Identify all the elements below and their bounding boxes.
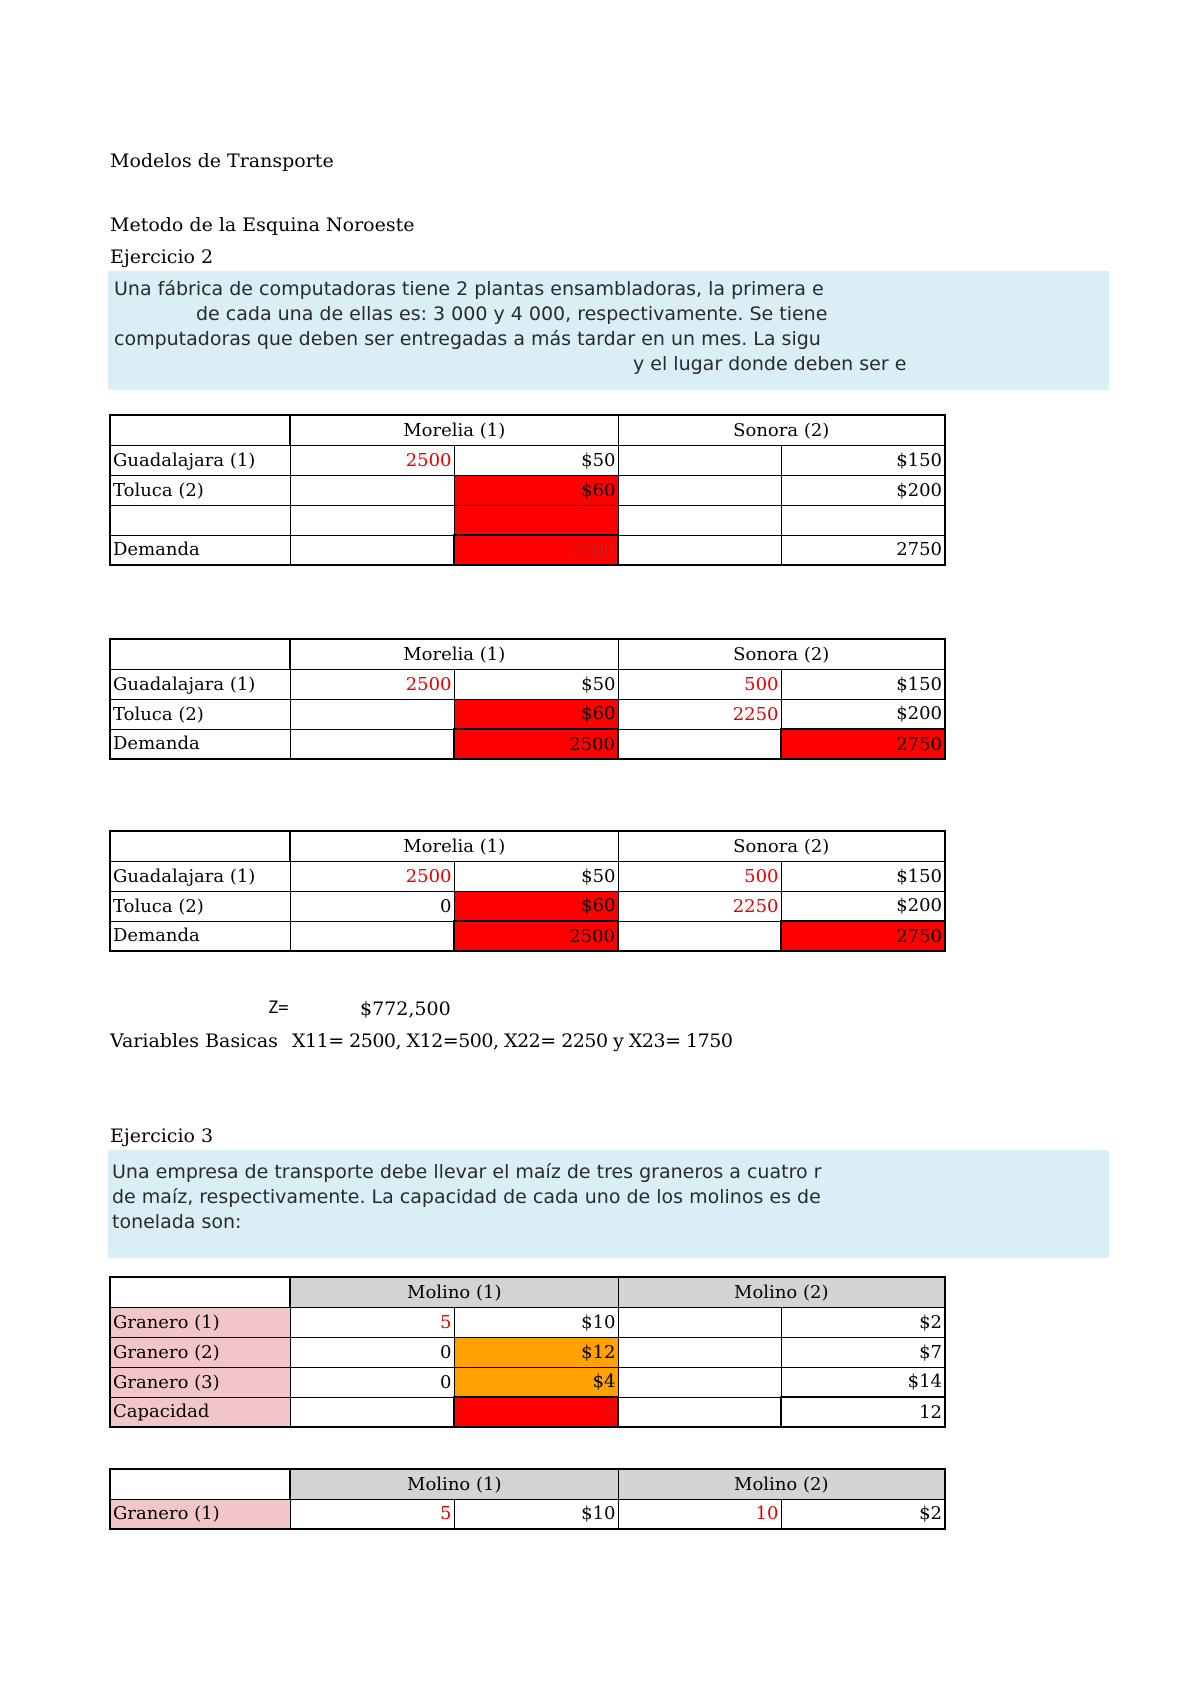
ex3-table-1 bbox=[109, 1276, 946, 1428]
desc-line: Una fábrica de computadoras tiene 2 plantas ensambladoras, la primera e bbox=[114, 278, 824, 300]
exercise-2-description bbox=[108, 271, 1109, 390]
allocation-cell bbox=[618, 475, 781, 505]
z-value: $772,500 bbox=[360, 998, 451, 1020]
allocation-cell: 2500 bbox=[290, 861, 454, 891]
allocation-cell bbox=[618, 729, 781, 759]
exercise-2-title: Ejercicio 2 bbox=[110, 246, 214, 268]
corner-cell bbox=[110, 831, 290, 861]
cost-cell: $200 bbox=[781, 891, 945, 921]
col-header-molino-2: Molino (2) bbox=[618, 1469, 945, 1499]
table-header-row bbox=[110, 415, 945, 445]
cost-cell: $7 bbox=[781, 1337, 945, 1367]
row-label: Guadalajara (1) bbox=[110, 445, 290, 475]
table-header-row bbox=[110, 639, 945, 669]
table-row bbox=[110, 891, 945, 921]
cost-cell: $60 bbox=[454, 891, 618, 921]
cost-cell: $50 bbox=[454, 861, 618, 891]
col-header-sonora: Sonora (2) bbox=[618, 415, 945, 445]
allocation-cell: 0 bbox=[290, 1337, 454, 1367]
cost-cell: $200 bbox=[781, 699, 945, 729]
exercise-3-description bbox=[108, 1150, 1109, 1258]
row-label: Toluca (2) bbox=[110, 475, 290, 505]
table-row bbox=[110, 699, 945, 729]
desc-line: tonelada son: bbox=[112, 1211, 242, 1233]
row-label: Demanda bbox=[110, 729, 290, 759]
cost-cell: $60 bbox=[454, 475, 618, 505]
capacity-cell: 12 bbox=[781, 1397, 945, 1427]
allocation-cell bbox=[618, 505, 781, 535]
row-label: Granero (1) bbox=[110, 1499, 290, 1529]
allocation-cell bbox=[290, 729, 454, 759]
cost-cell: $200 bbox=[781, 475, 945, 505]
row-label: Guadalajara (1) bbox=[110, 669, 290, 699]
demand-cell: 2750 bbox=[781, 921, 945, 951]
demand-cell: 2750 bbox=[781, 729, 945, 759]
table-row bbox=[110, 1397, 945, 1427]
table-row bbox=[110, 1337, 945, 1367]
desc-line: y el lugar donde deben ser e bbox=[633, 353, 907, 375]
allocation-cell: 2250 bbox=[618, 891, 781, 921]
table-row bbox=[110, 1499, 945, 1529]
col-header-molino-1: Molino (1) bbox=[290, 1277, 618, 1307]
allocation-cell: 10 bbox=[618, 1499, 781, 1529]
basic-variables-label: Variables Basicas bbox=[110, 1030, 278, 1052]
corner-cell bbox=[110, 415, 290, 445]
row-label: Toluca (2) bbox=[110, 891, 290, 921]
ex2-table-3 bbox=[109, 830, 946, 952]
allocation-cell bbox=[290, 475, 454, 505]
demand-cell: 2500 bbox=[454, 921, 618, 951]
ex3-table-2 bbox=[109, 1468, 946, 1530]
allocation-cell: 2500 bbox=[290, 445, 454, 475]
ex2-table-1 bbox=[109, 414, 946, 566]
exercise-3-title: Ejercicio 3 bbox=[110, 1125, 214, 1147]
table-header-row bbox=[110, 1469, 945, 1499]
col-header-sonora: Sonora (2) bbox=[618, 831, 945, 861]
allocation-cell bbox=[618, 445, 781, 475]
cost-cell: $10 bbox=[454, 1499, 618, 1529]
row-label: Granero (1) bbox=[110, 1307, 290, 1337]
allocation-cell: 500 bbox=[618, 669, 781, 699]
table-row bbox=[110, 1367, 945, 1397]
row-label: Demanda bbox=[110, 535, 290, 565]
basic-variables-value: X11= 2500, X12=500, X22= 2250 y X23= 1750 bbox=[292, 1030, 733, 1052]
cost-cell bbox=[781, 505, 945, 535]
cost-cell: $12 bbox=[454, 1337, 618, 1367]
col-header-molino-1: Molino (1) bbox=[290, 1469, 618, 1499]
row-label: Granero (3) bbox=[110, 1367, 290, 1397]
row-label bbox=[110, 505, 290, 535]
demand-cell: 2750 bbox=[781, 535, 945, 565]
table-row bbox=[110, 475, 945, 505]
allocation-cell bbox=[290, 505, 454, 535]
allocation-cell: 0 bbox=[290, 1367, 454, 1397]
cost-cell: $150 bbox=[781, 669, 945, 699]
cost-cell: $4 bbox=[454, 1367, 618, 1397]
row-label: Granero (2) bbox=[110, 1337, 290, 1367]
table-row bbox=[110, 445, 945, 475]
allocation-cell: 0 bbox=[290, 891, 454, 921]
allocation-cell bbox=[618, 1307, 781, 1337]
allocation-cell bbox=[618, 1397, 781, 1427]
allocation-cell bbox=[290, 921, 454, 951]
col-header-molino-2: Molino (2) bbox=[618, 1277, 945, 1307]
col-header-morelia: Morelia (1) bbox=[290, 415, 618, 445]
allocation-cell bbox=[290, 1397, 454, 1427]
cost-cell: $50 bbox=[454, 445, 618, 475]
col-header-sonora: Sonora (2) bbox=[618, 639, 945, 669]
cost-cell: $150 bbox=[781, 445, 945, 475]
allocation-cell bbox=[290, 699, 454, 729]
row-label: Capacidad bbox=[110, 1397, 290, 1427]
method-title: Metodo de la Esquina Noroeste bbox=[110, 214, 415, 236]
row-label: Toluca (2) bbox=[110, 699, 290, 729]
row-label: Demanda bbox=[110, 921, 290, 951]
allocation-cell bbox=[618, 921, 781, 951]
desc-line: de maíz, respectivamente. La capacidad de cada uno de los molinos es de bbox=[112, 1186, 821, 1208]
table-row bbox=[110, 669, 945, 699]
allocation-cell: 2250 bbox=[618, 699, 781, 729]
allocation-cell bbox=[290, 535, 454, 565]
cost-cell: $2 bbox=[781, 1499, 945, 1529]
col-header-morelia: Morelia (1) bbox=[290, 639, 618, 669]
cost-cell: $2 bbox=[781, 1307, 945, 1337]
col-header-morelia: Morelia (1) bbox=[290, 831, 618, 861]
allocation-cell: 500 bbox=[618, 861, 781, 891]
table-header-row bbox=[110, 1277, 945, 1307]
table-row bbox=[110, 505, 945, 535]
desc-line: Una empresa de transporte debe llevar el maíz de tres graneros a cuatro r bbox=[112, 1161, 822, 1183]
cost-cell bbox=[454, 505, 618, 535]
demand-cell: 2500 bbox=[454, 729, 618, 759]
row-label: Guadalajara (1) bbox=[110, 861, 290, 891]
desc-line: de cada una de ellas es: 3 000 y 4 000, respectivamente. Se tiene bbox=[196, 303, 828, 325]
capacity-cell: 5 bbox=[454, 1397, 618, 1427]
page-title: Modelos de Transporte bbox=[110, 150, 334, 172]
allocation-cell: 2500 bbox=[290, 669, 454, 699]
table-row bbox=[110, 535, 945, 565]
allocation-cell bbox=[618, 535, 781, 565]
table-row bbox=[110, 861, 945, 891]
allocation-cell: 5 bbox=[290, 1307, 454, 1337]
cost-cell: $14 bbox=[781, 1367, 945, 1397]
ex2-table-2 bbox=[109, 638, 946, 760]
allocation-cell bbox=[618, 1367, 781, 1397]
table-row bbox=[110, 1307, 945, 1337]
desc-line: computadoras que deben ser entregadas a más tardar en un mes. La sigu bbox=[114, 328, 821, 350]
cost-cell: $150 bbox=[781, 861, 945, 891]
allocation-cell bbox=[618, 1337, 781, 1367]
table-row bbox=[110, 729, 945, 759]
corner-cell bbox=[110, 1277, 290, 1307]
z-label: Z= bbox=[268, 998, 289, 1018]
table-row bbox=[110, 921, 945, 951]
table-header-row bbox=[110, 831, 945, 861]
demand-cell: 2500 bbox=[454, 535, 618, 565]
cost-cell: $10 bbox=[454, 1307, 618, 1337]
cost-cell: $50 bbox=[454, 669, 618, 699]
cost-cell: $60 bbox=[454, 699, 618, 729]
allocation-cell: 5 bbox=[290, 1499, 454, 1529]
corner-cell bbox=[110, 639, 290, 669]
corner-cell bbox=[110, 1469, 290, 1499]
